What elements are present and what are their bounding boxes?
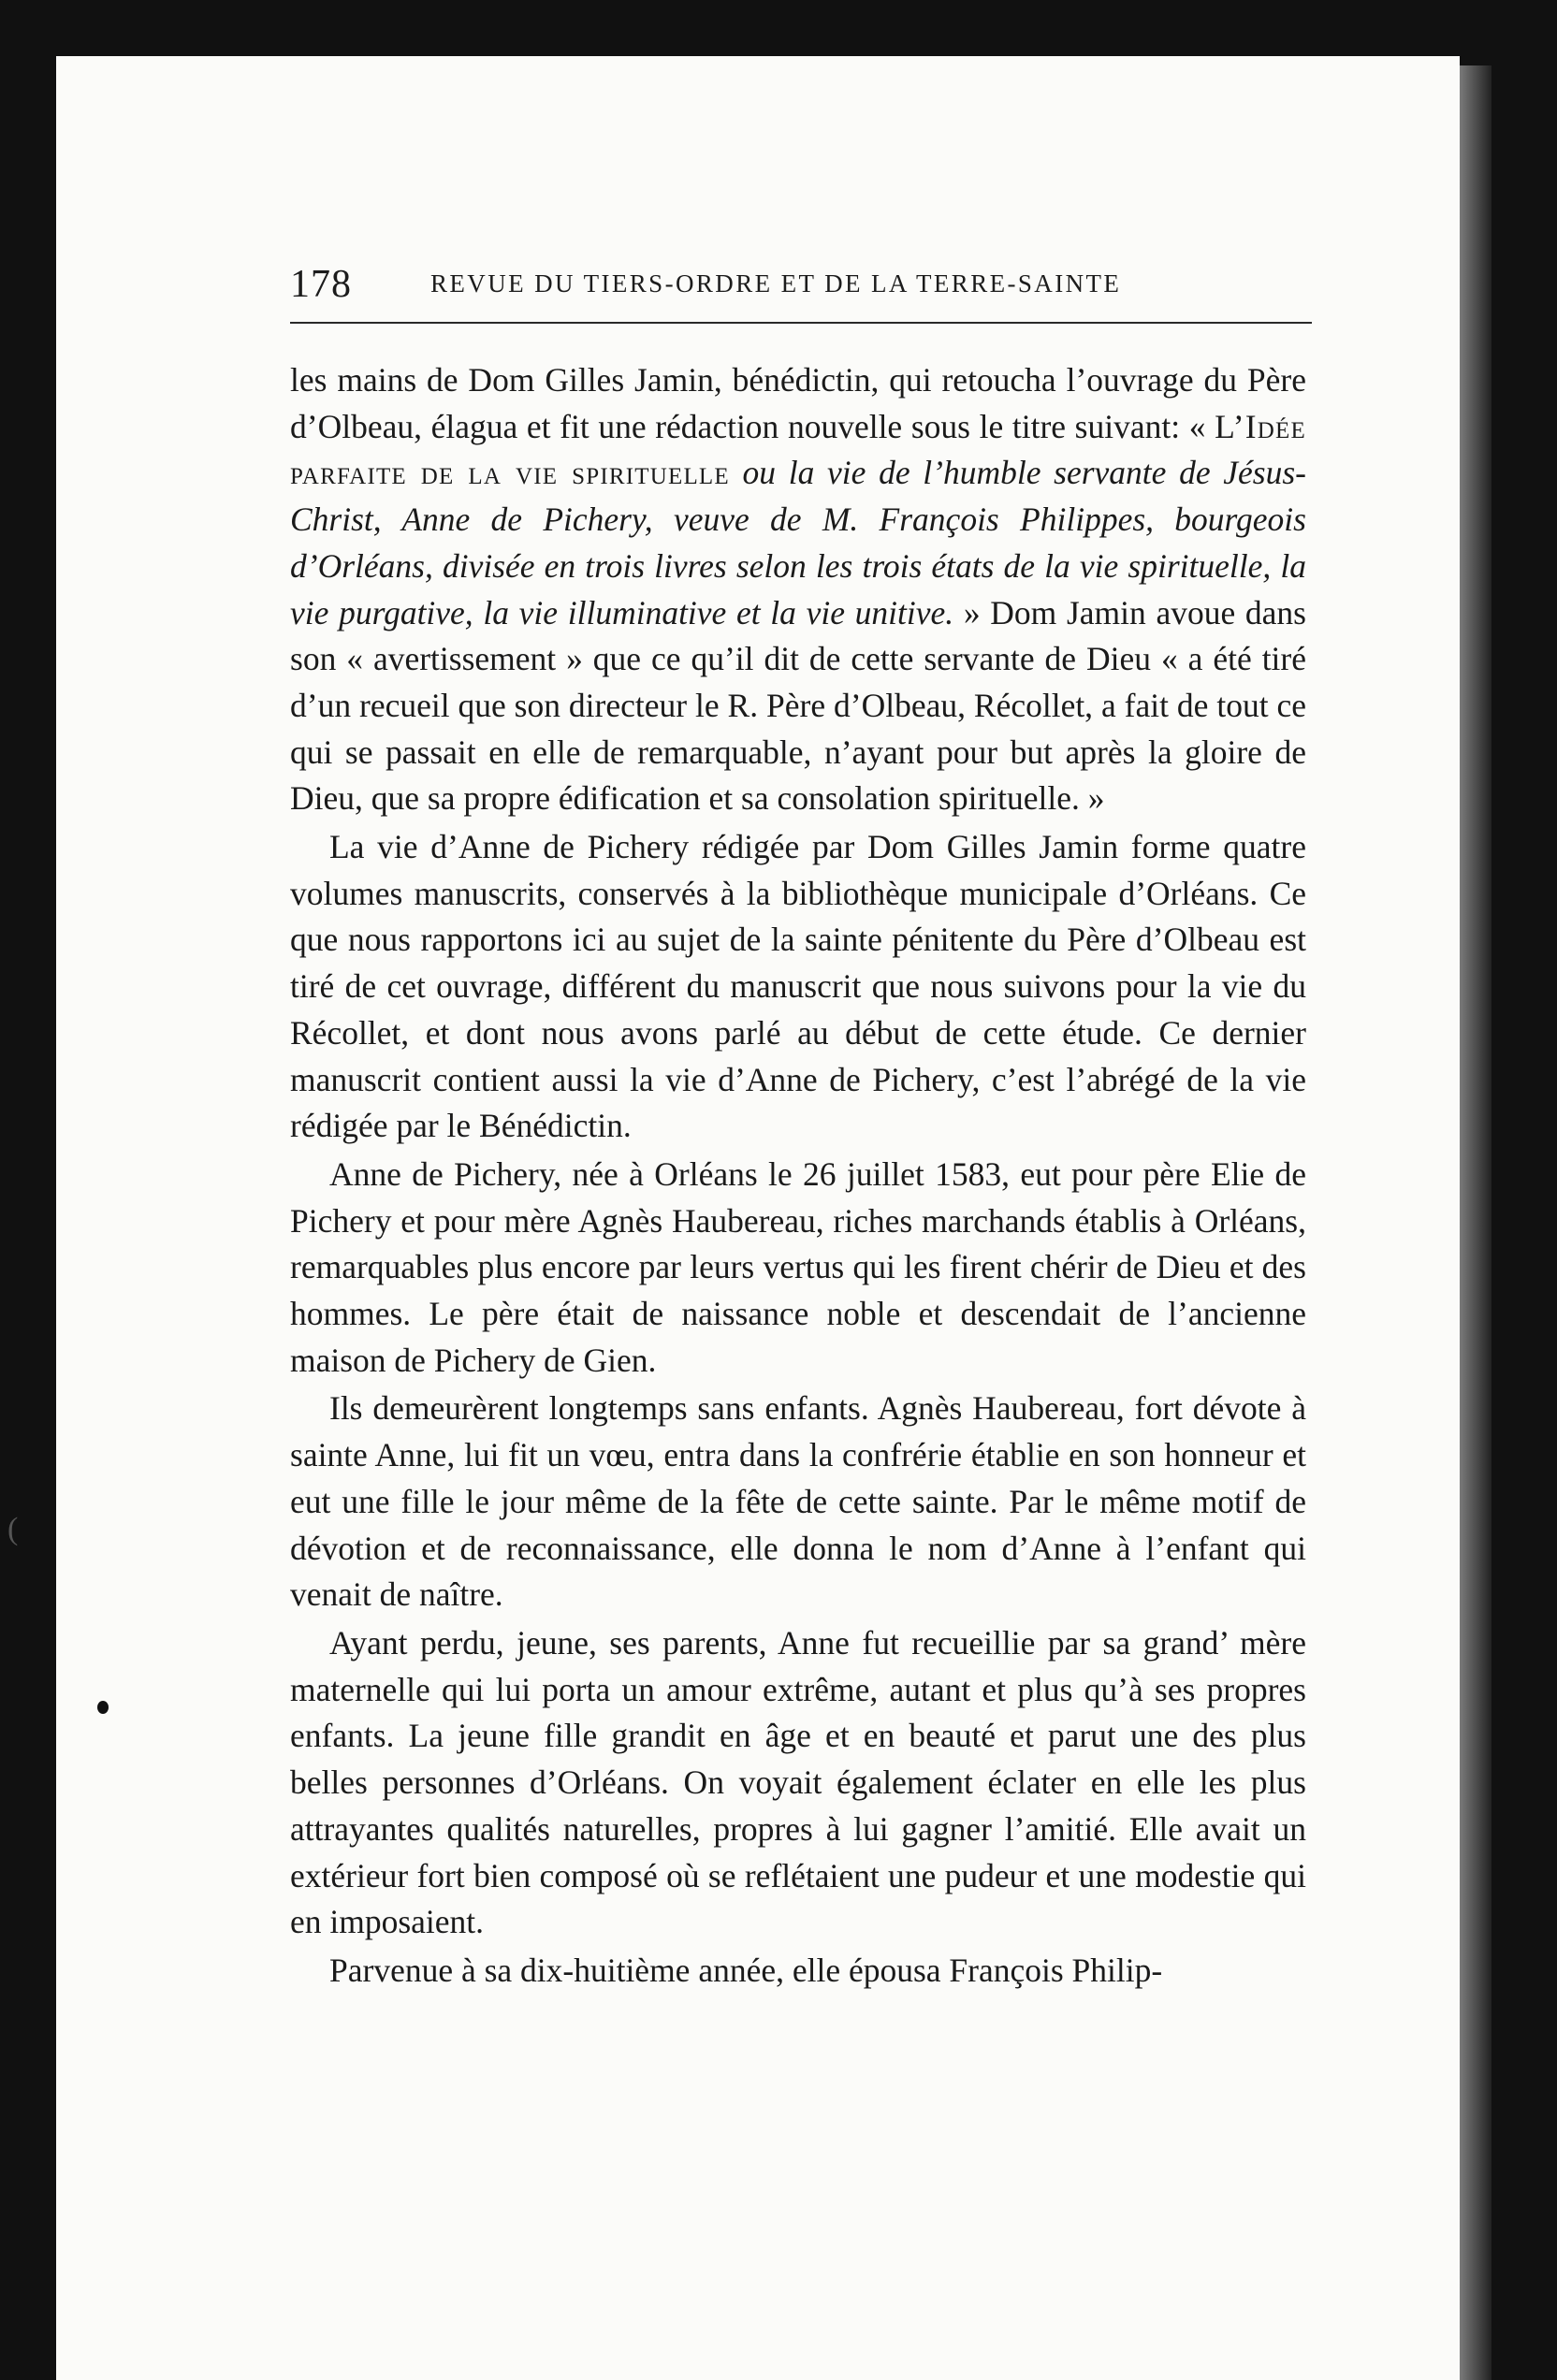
header-rule: [290, 322, 1312, 324]
paragraph-1: [290, 357, 1306, 822]
paragraph-1-intro: les mains de Dom Gilles Jamin, bénédictin, qui retoucha l’ouvrage du Père d’Olbeau, élagua et fit une rédaction nouvelle sous le titre suivant: «: [290, 361, 1306, 445]
paragraph-5: Ayant perdu, jeune, ses parents, Anne fut recueillie par sa grand’ mère maternelle qui lui porta un amour extrême, autant et plus qu’à ses propres enfants. La jeune fille grandit en âge et en beauté et parut une des plus belles personnes d’Orléans. On voyait également éclater en elle les plus attrayantes qualités naturelles, propres à lui gagner l’amitié. Elle avait un extérieur fort bien composé où se reflétaient une pudeur et une modestie qui en imposaient.: [290, 1623, 1306, 1941]
running-title: REVUE DU TIERS-ORDRE ET DE LA TERRE-SAINTE: [430, 269, 1122, 298]
paragraph-6: Parvenue à sa dix-huitième année, elle épousa François Philip-: [329, 1951, 1163, 1989]
body-text: [290, 357, 1306, 1995]
running-header: [290, 262, 1301, 309]
book-title-smallcaps: L’Idée parfaite de la vie spirituelle: [290, 407, 1306, 492]
paragraph-2: La vie d’Anne de Pichery rédigée par Dom Gilles Jamin forme quatre volumes manuscrits, conservés à la bibliothèque municipale d’Orléans. Ce que nous rapportons ici au sujet de la sainte pénitente du Père d’Olbeau est tiré de cet ouvrage, différent du manuscrit que nous suivons pour la vie du Récollet, et dont nous avons parlé au début de cette étude. Ce dernier manuscrit contient aussi la vie d’Anne de Pichery, c’est l’abrégé de la vie rédigée par le Bénédictin.: [290, 828, 1306, 1145]
paragraph-1-rest: » Dom Jamin avoue dans son « avertissement » que ce qu’il dit de cette servante de Dieu « a été tiré d’un recueil que son directeur le R. Père d’Olbeau, Récollet, a fait de tout ce qui se passait en elle de remarquable, n’ayant pour but après la gloire de Dieu, que sa propre édification et sa consolation spirituelle. »: [290, 593, 1306, 818]
margin-dot: [97, 1701, 109, 1714]
margin-mark: (: [7, 1512, 19, 1546]
page-number: 178: [290, 263, 352, 306]
page-edge-shadow: [1460, 65, 1492, 2380]
book-title-italic: ou la vie de l’humble servante de Jésus-Christ, Anne de Pichery, veuve de M. François Philippes, bourgeois d’Orléans, divisée en trois livres selon les trois états de la vie spirituelle, la vie purgative, la vie illuminative et la vie unitive.: [290, 454, 1306, 631]
paragraph-4: Ils demeurèrent longtemps sans enfants. Agnès Haubereau, fort dévote à sainte Anne, lui fit un vœu, entra dans la confrérie établie en son honneur et eut une fille le jour même de la fête de cette sainte. Par le même motif de dévotion et de reconnaissance, elle donna le nom d’Anne à l’enfant qui venait de naître.: [290, 1389, 1306, 1614]
paragraph-3: Anne de Pichery, née à Orléans le 26 juillet 1583, eut pour père Elie de Pichery et pour mère Agnès Haubereau, riches marchands établis à Orléans, remarquables plus encore par leurs vertus qui les firent chérir de Dieu et des hommes. Le père était de naissance noble et descendait de l’ancienne maison de Pichery de Gien.: [290, 1154, 1306, 1379]
